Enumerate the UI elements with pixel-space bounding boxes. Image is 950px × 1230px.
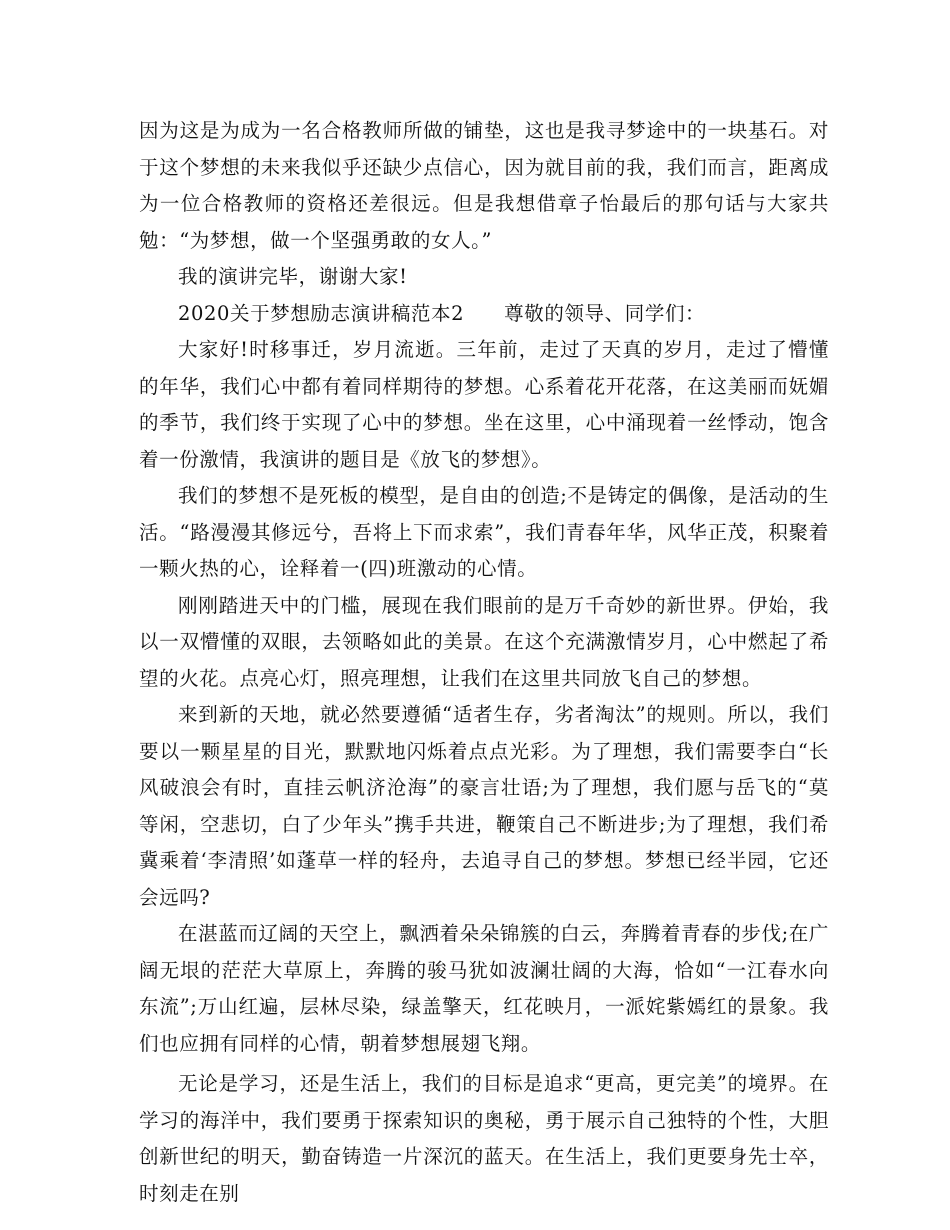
paragraph: 大家好!时移事迁，岁月流逝。三年前，走过了天真的岁月，走过了懵懂的年华，我们心中都有着同样期待的梦想。心系着花开花落，在这美丽而妩媚的季节，我们终于实现了心中的梦想。坐在这里，心中涌现着一丝悸动，饱含着一份激情，我演讲的题目是《放飞的梦想》。 bbox=[139, 338, 829, 471]
section-heading bbox=[139, 296, 829, 333]
document-body bbox=[139, 113, 829, 1212]
salutation: 尊敬的领导、同学们： bbox=[504, 301, 706, 325]
paragraph: 我的演讲完毕，谢谢大家! bbox=[178, 265, 408, 288]
paragraph: 刚刚踏进天中的门槛，展现在我们眼前的是万千奇妙的新世界。伊始，我以一双懵懂的双眼，去领略如此的美景。在这个充满激情岁月，心中燃起了希望的火花。点亮心灯，照亮理想，让我们在这里共同放飞自己的梦想。 bbox=[139, 593, 829, 690]
paragraph: 来到新的天地，就必然要遵循“适者生存，劣者淘汰”的规则。所以，我们要以一颗星星的目光，默默地闪烁着点点光彩。为了理想，我们需要李白“长风破浪会有时，直挂云帆济沧海”的豪言壮语;为了理想，我们愿与岳飞的“莫等闲，空悲切，白了少年头”携手共进，鞭策自己不断进步;为了理想，我们希冀乘着‘李清照’如蓬草一样的轻舟，去追寻自己的梦想。梦想已经半园，它还会远吗? bbox=[139, 703, 829, 909]
paragraph: 无论是学习，还是生活上，我们的目标是追求“更高，更完美”的境界。在学习的海洋中，我们要勇于探索知识的奥秘，勇于展示自己独特的个性，大胆创新世纪的明天，勤奋铸造一片深沉的蓝天。在生活上，我们更要身先士卒，时刻走在别 bbox=[139, 1072, 829, 1205]
paragraph: 因为这是为成为一名合格教师所做的铺垫，这也是我寻梦途中的一块基石。对于这个梦想的未来我似乎还缺少点信心，因为就目前的我，我们而言，距离成为一位合格教师的资格还差很远。但是我想借章子怡最后的那句话与大家共勉：“为梦想，做一个坚强勇敢的女人。” bbox=[139, 119, 829, 252]
paragraph: 我们的梦想不是死板的模型，是自由的创造;不是铸定的偶像，是活动的生活。“路漫漫其修远兮，吾将上下而求索”，我们青春年华，风华正茂，积聚着一颗火热的心，诠释着一(四)班激动的心情。 bbox=[139, 484, 829, 580]
section-title: 2020关于梦想励志演讲稿范本2 bbox=[178, 301, 465, 325]
paragraph: 在湛蓝而辽阔的天空上，飘洒着朵朵锦簇的白云，奔腾着青春的步伐;在广阔无垠的茫茫大草原上，奔腾的骏马犹如波澜壮阔的大海，恰如“一江春水向东流”;万山红遍，层林尽染，绿盖擎天，红花映月，一派姹紫嫣红的景象。我们也应拥有同样的心情，朝着梦想展翅飞翔。 bbox=[139, 922, 829, 1055]
